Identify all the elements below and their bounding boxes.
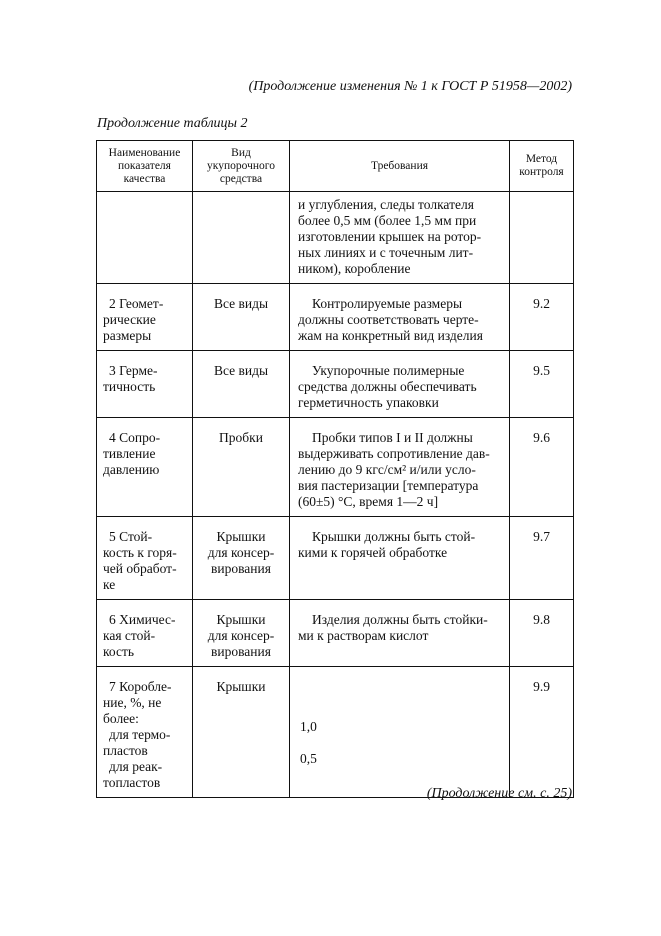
- table-row: [97, 284, 574, 351]
- cell-name: 5 Стой- кость к горя- чей обработ- ке: [97, 517, 193, 600]
- cell-method: 9.7: [510, 517, 574, 600]
- cell-pack: Крышки: [193, 667, 290, 798]
- requirements-table: [96, 140, 574, 798]
- header-pack: Вид укупорочного средства: [193, 141, 290, 192]
- table-row: [97, 667, 574, 798]
- cell-name: 6 Химичес- кая стой- кость: [97, 600, 193, 667]
- cell-name: 4 Сопро- тивление давлению: [97, 418, 193, 517]
- cell-method: 9.9: [510, 667, 574, 798]
- table-header-row: [97, 141, 574, 192]
- cell-pack: [193, 192, 290, 284]
- cell-method: [510, 192, 574, 284]
- table-caption: Продолжение таблицы 2: [97, 116, 248, 131]
- cell-pack: Крышки для консер- вирования: [193, 517, 290, 600]
- value-thermoplastics: 1,0: [300, 719, 317, 734]
- table-row-continuation: [97, 192, 574, 284]
- cell-requirements: [290, 667, 510, 798]
- cell-name: [97, 192, 193, 284]
- cell-requirements: Пробки типов I и II должны выдерживать сопротивление дав- лению до 9 кгс/см² и/или усло- вия пастеризации [температура (60±5) °С, время 1—2 ч]: [290, 418, 510, 517]
- cell-name: 7 Коробле- ние, %, не более: для термо- пластов для реак- топластов: [97, 667, 193, 798]
- cell-pack: Пробки: [193, 418, 290, 517]
- header-requirements: Требования: [290, 141, 510, 192]
- cell-name: 3 Герме- тичность: [97, 351, 193, 418]
- cell-name: 2 Геомет- рические размеры: [97, 284, 193, 351]
- cell-pack: Крышки для консер- вирования: [193, 600, 290, 667]
- cell-pack: Все виды: [193, 351, 290, 418]
- header-method: Метод контроля: [510, 141, 574, 192]
- table-row: [97, 600, 574, 667]
- cell-method: 9.6: [510, 418, 574, 517]
- value-reactoplastics: 0,5: [300, 751, 317, 766]
- cell-method: 9.2: [510, 284, 574, 351]
- table-row: [97, 517, 574, 600]
- cell-pack: Все виды: [193, 284, 290, 351]
- footer-note: (Продолжение см. с. 25): [426, 786, 572, 801]
- cell-requirements: Контролируемые размеры должны соответствовать черте- жам на конкретный вид изделия: [290, 284, 510, 351]
- cell-requirements: и углубления, следы толкателя более 0,5 мм (более 1,5 мм при изготовлении крышек на ротор- ных линиях и с точечным лит- ником), коробление: [290, 192, 510, 284]
- table-row: [97, 351, 574, 418]
- cell-method: 9.5: [510, 351, 574, 418]
- cell-requirements: Укупорочные полимерные средства должны обеспечивать герметичность упаковки: [290, 351, 510, 418]
- header-name: Наименование показателя качества: [97, 141, 193, 192]
- cell-requirements: Изделия должны быть стойки- ми к растворам кислот: [290, 600, 510, 667]
- table-row: [97, 418, 574, 517]
- header-note: (Продолжение изменения № 1 к ГОСТ Р 51958—2002): [248, 79, 572, 94]
- cell-requirements: Крышки должны быть стой- кими к горячей обработке: [290, 517, 510, 600]
- cell-method: 9.8: [510, 600, 574, 667]
